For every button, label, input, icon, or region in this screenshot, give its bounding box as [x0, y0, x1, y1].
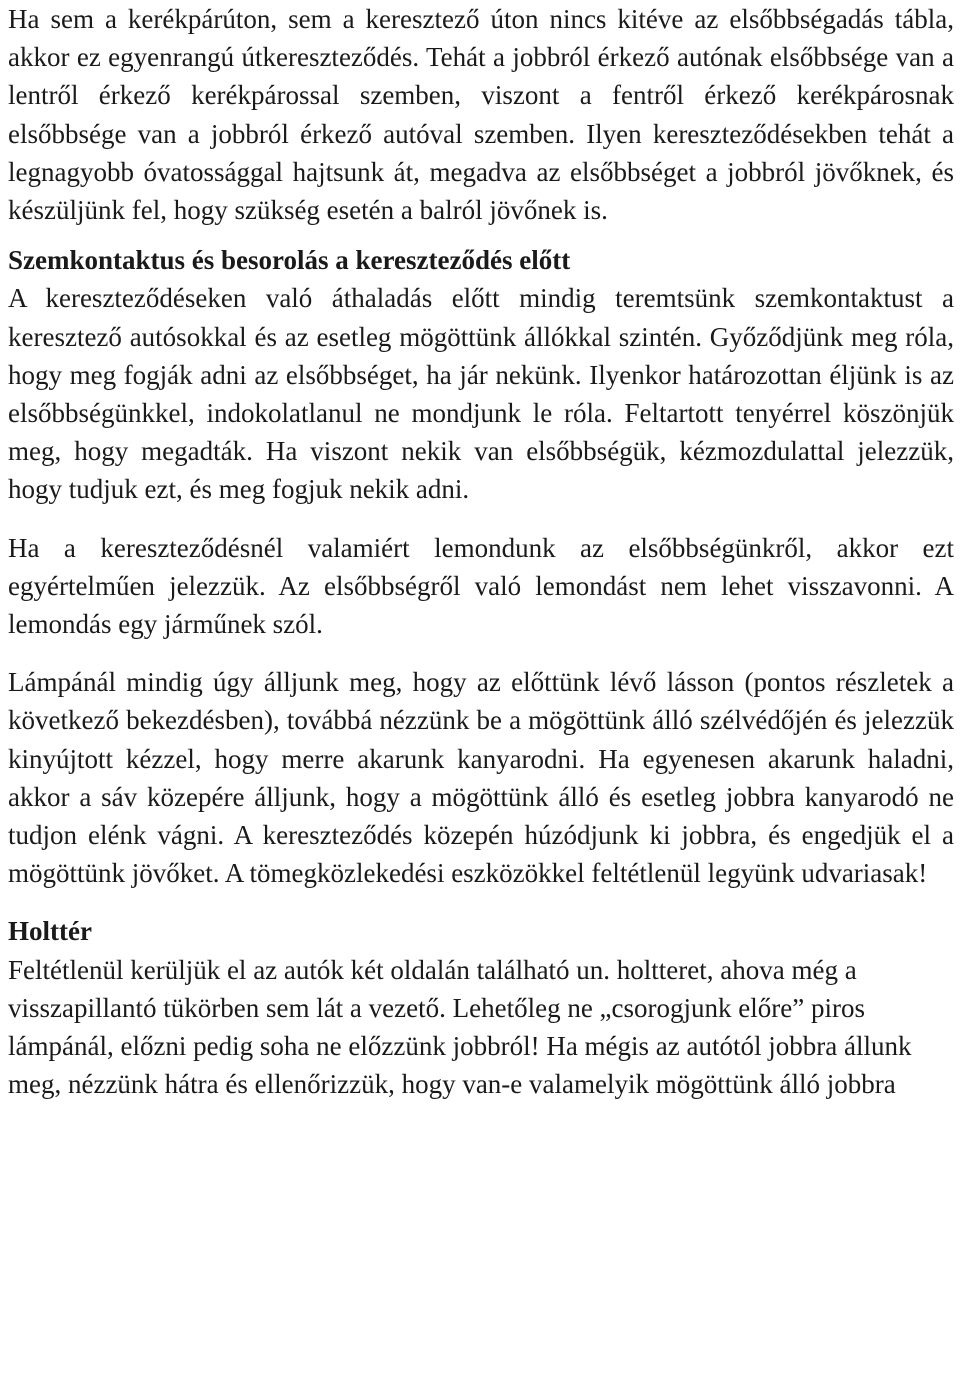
section-heading-eye-contact: Szemkontaktus és besorolás a kereszteződés előtt [8, 245, 571, 276]
document-page [8, 0, 954, 1103]
intro-paragraph: Ha sem a kerékpárúton, sem a keresztező úton nincs kitéve az elsőbbségadás tábla, akkor ez egyenrangú útkereszteződés. Tehát a jobbról érkező autónak elsőbbsége van a lentről érkező kerékpárossal szemben, viszont a fentről érkező kerékpárosnak elsőbbsége van a jobbról érkező autóval szemben. Ilyen kereszteződésekben tehát a legnagyobb óvatossággal hajtsunk át, megadva az elsőbbséget a jobbról jövőknek, és készüljünk fel, hogy szükség esetén a balról jövőnek is. [8, 4, 954, 226]
eye-contact-paragraph: A kereszteződéseken való áthaladás előtt mindig teremtsünk szemkontaktust a keresztező autósokkal és az esetleg mögöttünk állókkal szintén. Győződjünk meg róla, hogy meg fogják adni az elsőbbséget, ha jár nekünk. Ilyenkor határozottan éljünk is az elsőbbségünkkel, indokolatlanul ne mondjunk le róla. Feltartott tenyérrel köszönjük meg, hogy megadták. Ha viszont nekik van elsőbbségük, kézmozdulattal jelezzük, hogy tudjuk ezt, és meg fogjuk nekik adni. [8, 283, 954, 505]
section-heading-blind-spot: Holttér [8, 916, 92, 947]
blind-spot-paragraph: Feltétlenül kerüljük el az autók két oldalán található un. holtteret, ahova még a visszapillantó tükörben sem lát a vezető. Lehetőleg ne „csorogjunk előre” piros lámpánál, előzni pedig soha ne előzzünk jobbról! Ha mégis az autótól jobbra állunk meg, nézzünk hátra és ellenőrizzük, hogy van-e valamelyik mögöttünk álló jobbra [8, 954, 912, 1100]
yield-waiver-paragraph: Ha a kereszteződésnél valamiért lemondunk az elsőbbségünkről, akkor ezt egyértelműen jelezzük. Az elsőbbségről való lemondást nem lehet visszavonni. A lemondás egy járműnek szól. [8, 532, 954, 640]
traffic-light-paragraph: Lámpánál mindig úgy álljunk meg, hogy az előttünk lévő lásson (pontos részletek a következő bekezdésben), továbbá nézzünk be a mögöttünk álló szélvédőjén és jelezzük kinyújtott kézzel, hogy merre akarunk kanyarodni. Ha egyenesen akarunk haladni, akkor a sáv közepére álljunk, hogy a mögöttünk álló és esetleg jobbra kanyarodó ne tudjon elénk vágni. A kereszteződés közepén húzódjunk ki jobbra, és engedjük el a mögöttünk jövőket. A tömegközlekedési eszközökkel feltétlenül legyünk udvariasak! [8, 667, 954, 889]
